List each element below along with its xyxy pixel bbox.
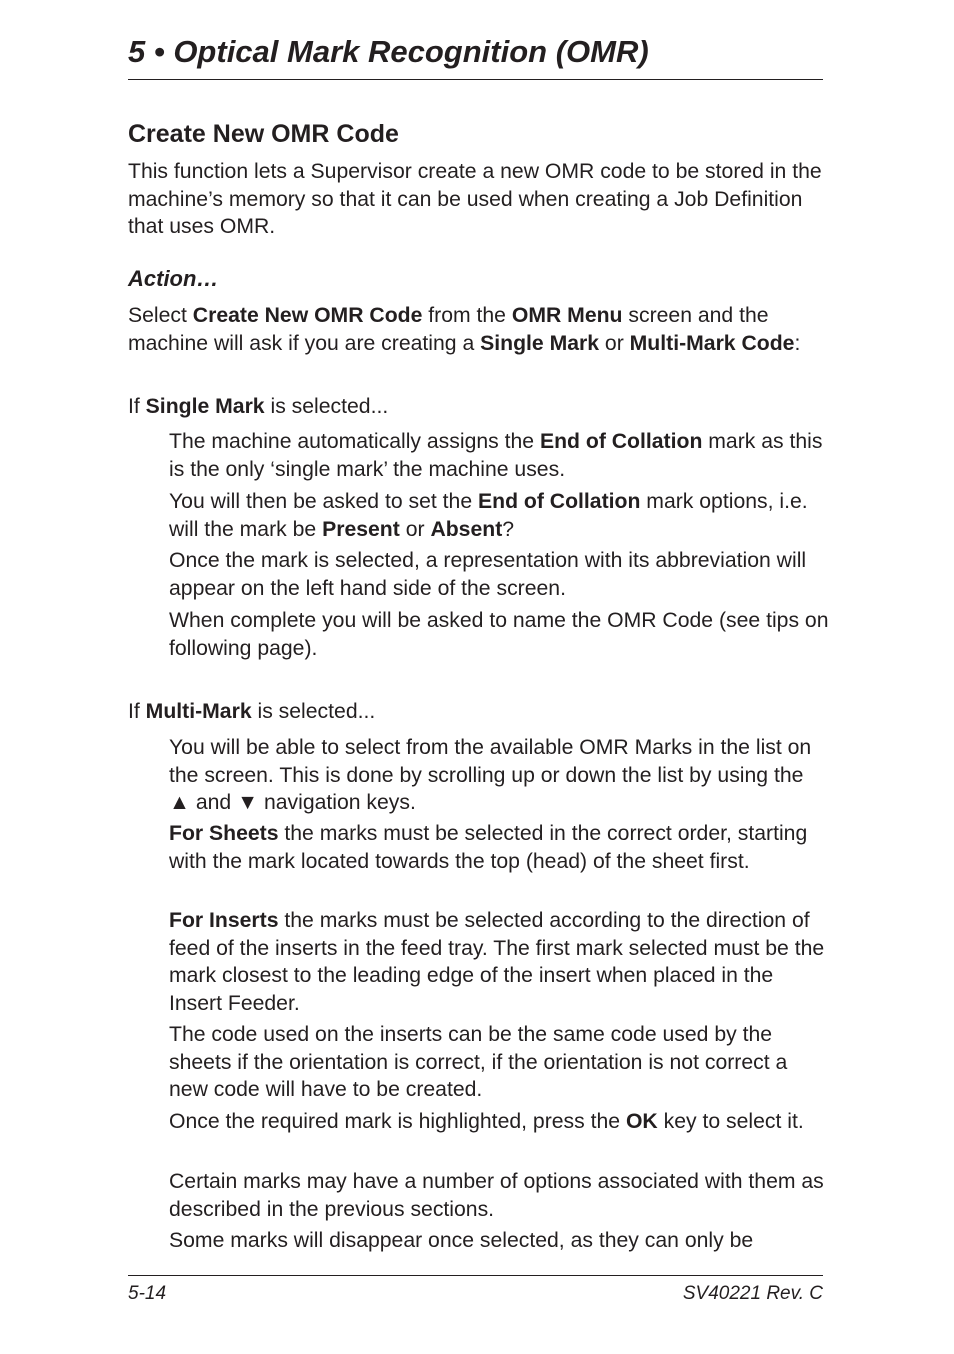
document-page <box>128 0 829 1354</box>
multi-mark-item <box>169 820 829 875</box>
text-run: is selected... <box>251 700 376 723</box>
text-run: ? <box>502 517 515 541</box>
text-run: The code used on the inserts can be the same code used by the sheets if the orientation is correct, if the orientation is not correct a new code will have to be created. <box>169 1023 788 1101</box>
bold-term: Multi-Mark Code <box>629 331 795 355</box>
bold-term: End of Collation <box>539 430 703 453</box>
text-run: or <box>599 331 630 355</box>
single-mark-item <box>169 547 829 602</box>
single-mark-item <box>169 607 829 662</box>
bold-term: Multi-Mark <box>145 700 252 723</box>
single-mark-item <box>169 488 829 543</box>
text-run: You will then be asked to set the <box>169 490 478 513</box>
bold-term: For Sheets <box>169 822 279 845</box>
header-rule <box>128 79 823 80</box>
multi-mark-item <box>169 1108 829 1136</box>
text-run: mark as this is the only ‘single mark’ the machine uses. <box>169 430 823 481</box>
bold-term: OMR Menu <box>511 304 623 327</box>
text-run: the marks must be selected according to the direction of feed of the inserts in the feed tray. The first mark selected must be the mark closest to the leading edge of the insert when placed in the Insert Feeder. <box>169 909 825 1015</box>
bold-term: Single Mark <box>480 331 600 355</box>
multi-mark-item <box>169 1227 829 1255</box>
intro-paragraph: This function lets a Supervisor create a new OMR code to be stored in the machine’s memory so that it can be used when creating a Job Definition that uses OMR. <box>128 160 822 238</box>
action-heading: Action… <box>128 266 219 291</box>
multi-mark-item <box>169 1168 829 1223</box>
text-run: Select <box>128 304 193 327</box>
bold-term: For Inserts <box>169 909 279 932</box>
text-run: The machine automatically assigns the <box>169 430 540 453</box>
footer-rule <box>128 1275 823 1276</box>
multi-mark-item <box>169 1021 829 1104</box>
bold-term: Single Mark <box>145 395 265 418</box>
page-number: 5-14 <box>128 1283 167 1304</box>
text-run: Once the mark is selected, a representation with its abbreviation will appear on the left hand side of the screen. <box>169 549 807 600</box>
bold-term: Absent <box>430 517 503 541</box>
text-run: Certain marks may have a number of options associated with them as described in the previous sections. <box>169 1170 824 1221</box>
text-run: If <box>128 395 146 418</box>
bold-term: Present <box>322 517 400 541</box>
text-run: When complete you will be asked to name the OMR Code (see tips on following page). <box>169 609 829 660</box>
text-run: key to select it. <box>657 1110 804 1133</box>
text-run: If <box>128 700 146 723</box>
text-run: screen and the machine will ask if you are creating a <box>128 304 769 355</box>
single-mark-item <box>169 428 829 483</box>
bold-term: Create New OMR Code <box>192 304 423 327</box>
action-paragraph <box>128 302 823 357</box>
section-title: Create New OMR Code <box>128 120 399 148</box>
text-run: the marks must be selected in the correct order, starting with the mark located towards the top (head) of the sheet first. <box>169 822 808 873</box>
text-run: mark options, i.e. will the mark be <box>169 490 808 541</box>
multi-mark-item <box>169 734 829 817</box>
text-run: Once the required mark is highlighted, press the <box>169 1110 626 1133</box>
text-run: is selected... <box>264 395 389 418</box>
text-run: or <box>399 517 431 541</box>
single-mark-lead <box>128 393 823 421</box>
bold-term: OK <box>625 1110 658 1133</box>
text-run: Some marks will disappear once selected, as they can only be <box>169 1229 754 1252</box>
document-reference: SV40221 Rev. C <box>682 1283 823 1304</box>
multi-mark-lead <box>128 698 823 726</box>
text-run: You will be able to select from the available OMR Marks in the list on the screen. This is done by scrolling up or down the list by using the ▲ and ▼ navigation keys. <box>169 736 812 814</box>
multi-mark-item <box>169 907 829 1017</box>
text-run: : <box>794 331 801 355</box>
bold-term: End of Collation <box>478 490 641 513</box>
text-run: from the <box>422 304 512 327</box>
chapter-title: 5 • Optical Mark Recognition (OMR) <box>128 34 649 69</box>
